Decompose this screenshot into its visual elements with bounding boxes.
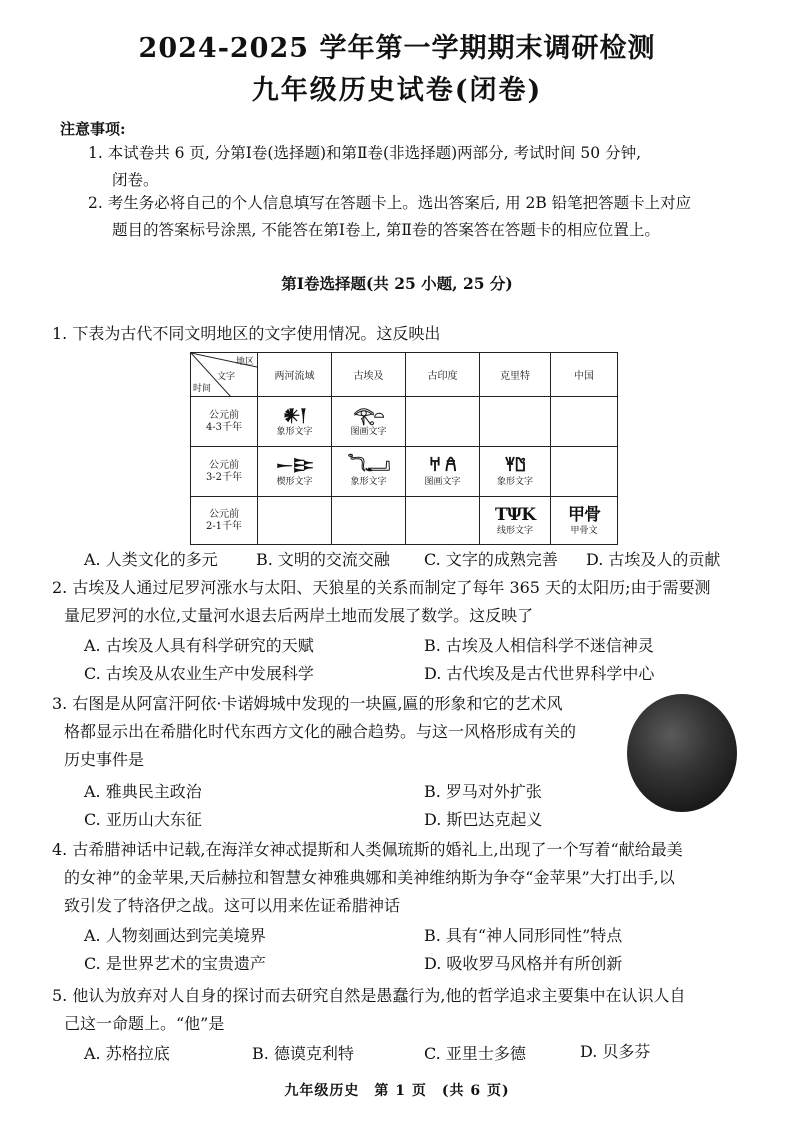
table-cell: [480, 447, 551, 497]
pictograph-glyph-icon: 𒀭𒁹: [283, 405, 306, 426]
exam-title-line2: 九年级历史试卷(闭卷): [251, 75, 543, 106]
question-3-stem-line3: 历史事件是: [64, 750, 145, 769]
table-cell: [258, 397, 332, 447]
q2-option-b: B. 古埃及人相信科学不迷信神灵: [424, 636, 654, 655]
table-row1-time: [191, 397, 258, 447]
q2-option-a: A. 古埃及人具有科学研究的天赋: [84, 636, 314, 655]
cuneiform-glyph-icon: 𒀸𒄿: [275, 455, 314, 476]
table-cell: [406, 497, 480, 545]
cretan-glyph-icon: 𐀂𐀃: [504, 455, 526, 476]
row3-time-b: 2-1千年: [205, 520, 243, 532]
table-row3-time: [191, 497, 258, 545]
table-cell: [406, 397, 480, 447]
corner-label-time: 时间: [193, 384, 212, 394]
corner-label-script: 文字: [217, 372, 236, 382]
q2-option-c: C. 古埃及从农业生产中发展科学: [84, 664, 314, 683]
row3-time-a: 公元前: [209, 508, 239, 520]
row2-time-a: 公元前: [209, 459, 239, 471]
oracle-bone-glyph-icon: 甲骨: [568, 504, 600, 525]
corner-label-region: 地区: [235, 357, 254, 367]
question-2-stem-line2: 量尼罗河的水位,丈量河水退去后两岸土地而发展了数学。这反映了: [64, 606, 534, 625]
table-cell: [258, 497, 332, 545]
table-header-china: 中国: [551, 353, 618, 397]
q1-option-b: B. 文明的交流交融: [256, 550, 390, 569]
q3-option-a: A. 雅典民主政治: [84, 782, 202, 801]
section-title: 第Ⅰ卷选择题(共 25 小题, 25 分): [281, 274, 513, 293]
q2-option-d: D. 古代埃及是古代世界科学中心: [424, 664, 655, 683]
question-4-stem-line3: 致引发了特洛伊之战。这可以用来佐证希腊神话: [64, 896, 401, 915]
glyph-label: 图画文字: [350, 426, 387, 437]
q4-option-c: C. 是世界艺术的宝贵遗产: [84, 954, 266, 973]
q5-option-d: D. 贝多芬: [580, 1042, 651, 1061]
table-cell: [332, 447, 406, 497]
q1-option-d: D. 古埃及人的贡献: [586, 550, 721, 569]
table-cell: [551, 497, 618, 545]
row1-time-a: 公元前: [209, 409, 239, 421]
table-cell: [332, 397, 406, 447]
notice-item1-line2: 闭卷。: [112, 171, 159, 189]
table-cell: [480, 397, 551, 447]
row2-time-b: 3-2千年: [205, 471, 243, 483]
q4-option-a: A. 人物刻画达到完美境界: [84, 926, 266, 945]
question-2-stem-line1: 2. 古埃及人通过尼罗河涨水与太阳、天狼星的关系而制定了每年 365 天的太阳历;由于需要测: [52, 578, 711, 597]
q1-option-c: C. 文字的成熟完善: [424, 550, 558, 569]
linear-script-glyph-icon: ΤΨΚ: [495, 504, 535, 525]
glyph-label: 象形文字: [350, 476, 387, 487]
hieroglyph-glyph-icon: 𓆓𓂝: [347, 455, 390, 476]
glyph-label: 甲骨文: [570, 525, 598, 536]
notice-heading: 注意事项:: [60, 120, 126, 138]
table-cell: [332, 497, 406, 545]
notice-item2-line1: 2. 考生务必将自己的个人信息填写在答题卡上。选出答案后, 用 2B 铅笔把答题卡上对应: [88, 194, 692, 212]
glyph-label: 楔形文字: [276, 476, 313, 487]
exam-title-line1: 2024-2025 学年第一学期期末调研检测: [138, 33, 656, 64]
glyph-label: 象形文字: [496, 476, 533, 487]
question-1-stem: 1. 下表为古代不同文明地区的文字使用情况。这反映出: [52, 324, 441, 343]
glyph-label: 线形文字: [496, 525, 533, 536]
q4-option-d: D. 吸收罗马风格并有所创新: [424, 954, 623, 973]
table-row2-time: [191, 447, 258, 497]
notice-item1-line1: 1. 本试卷共 6 页, 分第Ⅰ卷(选择题)和第Ⅱ卷(非选择题)两部分, 考试时间 50 分钟,: [88, 144, 641, 162]
question-3-stem-line2: 格都显示出在希腊化时代东西方文化的融合趋势。与这一风格形成有关的: [64, 722, 577, 741]
q3-option-d: D. 斯巴达克起义: [424, 810, 543, 829]
q3-option-c: C. 亚历山大东征: [84, 810, 202, 829]
indus-glyph-icon: 𐀀 𐀁: [429, 455, 456, 476]
row1-time-b: 4-3千年: [205, 421, 243, 433]
table-header-india: 古印度: [406, 353, 480, 397]
ai-khanoum-plaque-image: [627, 694, 737, 812]
table-corner-cell: [191, 353, 258, 397]
table-header-egypt: 古埃及: [332, 353, 406, 397]
notice-item2-line2: 题目的答案标号涂黑, 不能答在第Ⅰ卷上, 第Ⅱ卷的答案答在答题卡的相应位置上。: [112, 221, 660, 239]
question-5-stem-line2: 己这一命题上。“他”是: [64, 1014, 225, 1033]
q5-option-b: B. 德谟克利特: [252, 1044, 354, 1063]
table-cell: [258, 447, 332, 497]
q1-option-a: A. 人类文化的多元: [84, 550, 218, 569]
pictograph-glyph-icon: 𓂀𓏏: [353, 405, 384, 426]
q5-option-a: A. 苏格拉底: [84, 1044, 170, 1063]
q5-option-c: C. 亚里士多德: [424, 1044, 526, 1063]
table-cell: [406, 447, 480, 497]
question-4-stem-line2: 的女神”的金苹果,天后赫拉和智慧女神雅典娜和美神维纳斯为争夺“金苹果”大打出手,以: [64, 868, 675, 887]
q3-option-b: B. 罗马对外扩张: [424, 782, 542, 801]
table-cell: [551, 397, 618, 447]
glyph-label: 象形文字: [276, 426, 313, 437]
question-3-stem-line1: 3. 右图是从阿富汗阿依·卡诺姆城中发现的一块匾,匾的形象和它的艺术风: [52, 694, 563, 713]
q4-option-b: B. 具有“神人同形同性”特点: [424, 926, 623, 945]
question-5-stem-line1: 5. 他认为放弃对人自身的探讨而去研究自然是愚蠢行为,他的哲学追求主要集中在认识人自: [52, 986, 686, 1005]
civilization-script-table: [190, 352, 618, 545]
table-cell: [551, 447, 618, 497]
question-4-stem-line1: 4. 古希腊神话中记载,在海洋女神忒提斯和人类佩琉斯的婚礼上,出现了一个写着“献给最美: [52, 840, 683, 859]
page-footer: 九年级历史 第 1 页 (共 6 页): [284, 1083, 510, 1099]
glyph-label: 图画文字: [424, 476, 461, 487]
table-header-crete: 克里特: [480, 353, 551, 397]
table-cell: [480, 497, 551, 545]
table-header-mesopotamia: 两河流域: [258, 353, 332, 397]
